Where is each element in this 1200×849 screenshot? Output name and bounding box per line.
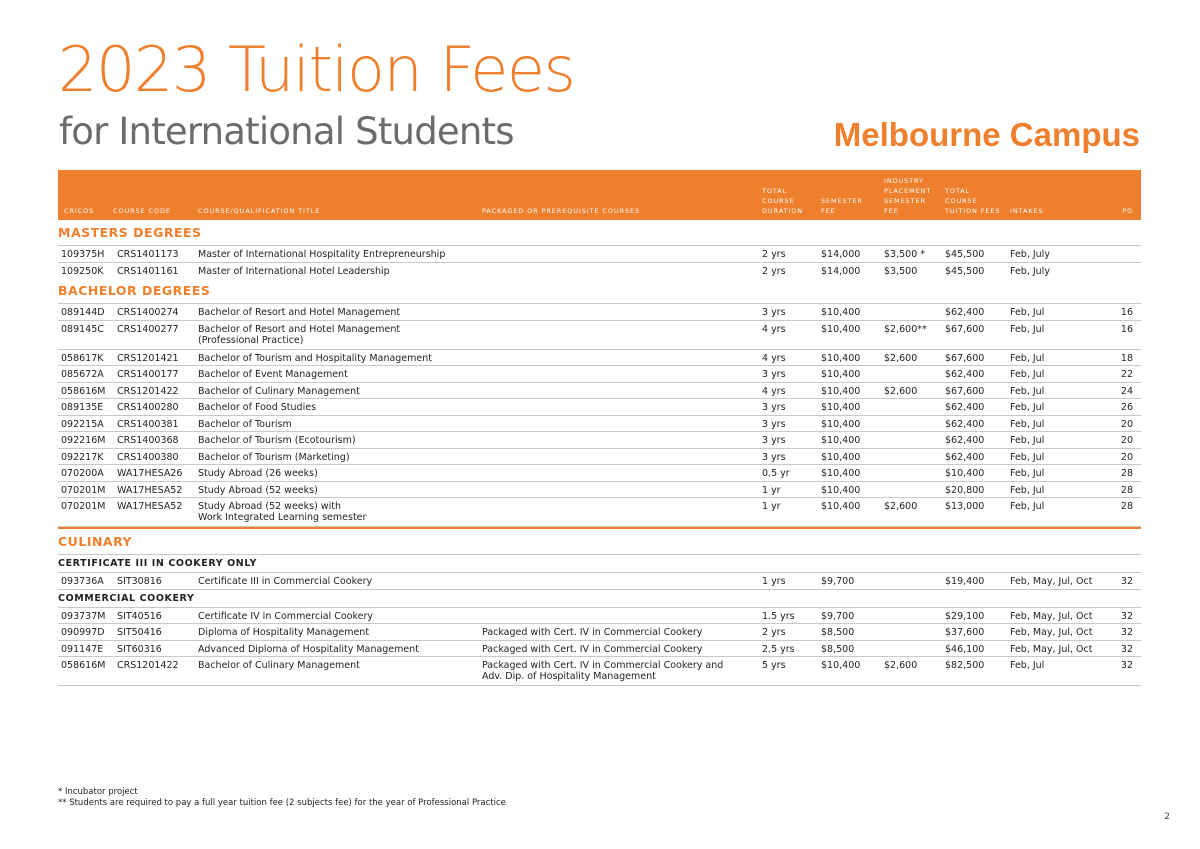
- cell-packaged: Packaged with Cert. IV in Commercial Cookery and Adv. Dip. of Hospitality Management: [482, 660, 724, 682]
- cell-course-code: CRS1201421: [117, 352, 179, 364]
- cell-course-code: SIT40516: [117, 610, 162, 622]
- cell-semester-fee: $8,500: [821, 627, 855, 638]
- cell-course-title: Bachelor of Culinary Management: [198, 660, 360, 671]
- section-heading: MASTERS DEGREES: [58, 225, 202, 240]
- cell-total-fees: $10,400: [945, 468, 985, 479]
- cell-semester-fee: $10,400: [821, 385, 861, 397]
- cell-pg: 16: [1120, 323, 1133, 335]
- cell-course-code: CRS1400368: [117, 435, 179, 446]
- cell-course-title: Study Abroad (26 weeks): [198, 468, 318, 479]
- cell-course-title: Certificate IV in Commercial Cookery: [198, 610, 373, 622]
- cell-duration: 3 yrs: [762, 369, 786, 380]
- fees-table: [58, 220, 1141, 686]
- cell-duration: 1 yrs: [762, 576, 786, 587]
- cell-course-code: SIT30816: [117, 576, 162, 587]
- cell-duration: 4 yrs: [762, 323, 786, 335]
- cell-duration: 3 yrs: [762, 451, 786, 463]
- cell-total-fees: $67,600: [945, 352, 985, 364]
- cell-cricos: 093737M: [61, 610, 106, 622]
- cell-intakes: Feb, Jul: [1010, 484, 1045, 496]
- cell-course-title: Bachelor of Culinary Management: [198, 385, 360, 397]
- cell-cricos: 085672A: [61, 369, 104, 380]
- cell-intakes: Feb, Jul: [1010, 369, 1045, 380]
- cell-intakes: Feb, May, Jul, Oct: [1010, 576, 1093, 587]
- cell-duration: 4 yrs: [762, 352, 786, 364]
- subsection-heading: COMMERCIAL COOKERY: [58, 589, 1141, 607]
- cell-packaged: Packaged with Cert. IV in Commercial Cookery: [482, 643, 703, 655]
- table-row: [58, 245, 1141, 262]
- cell-course-code: CRS1400277: [117, 323, 179, 335]
- cell-packaged: Packaged with Cert. IV in Commercial Cookery: [482, 627, 703, 638]
- cell-cricos: 058617K: [61, 352, 104, 364]
- cell-semester-fee: $9,700: [821, 610, 855, 622]
- cell-industry-fee: $3,500: [884, 265, 918, 277]
- cell-total-fees: $37,600: [945, 627, 985, 638]
- cell-course-title: Bachelor of Tourism (Ecotourism): [198, 435, 356, 446]
- cell-total-fees: $20,800: [945, 484, 985, 496]
- cell-total-fees: $62,400: [945, 435, 985, 446]
- header-semester-fee: SEMESTER FEE: [821, 197, 863, 215]
- header-duration: TOTAL COURSE DURATION: [762, 187, 804, 215]
- cell-course-code: CRS1400177: [117, 369, 179, 380]
- table-row: [58, 431, 1141, 448]
- cell-course-code: CRS1201422: [117, 660, 179, 671]
- cell-total-fees: $46,100: [945, 643, 985, 655]
- cell-semester-fee: $8,500: [821, 643, 855, 655]
- cell-cricos: 091147E: [61, 643, 104, 655]
- cell-cricos: 058616M: [61, 385, 106, 397]
- cell-intakes: Feb, May, Jul, Oct: [1010, 627, 1093, 638]
- cell-semester-fee: $10,400: [821, 484, 861, 496]
- cell-cricos: 070200A: [61, 468, 104, 479]
- table-row: [58, 365, 1141, 382]
- cell-semester-fee: $10,400: [821, 418, 861, 430]
- cell-course-title: Certificate III in Commercial Cookery: [198, 576, 373, 587]
- cell-pg: 20: [1120, 418, 1133, 430]
- cell-course-title: Master of International Hospitality Entrepreneurship: [198, 249, 446, 260]
- cell-total-fees: $29,100: [945, 610, 985, 622]
- subsection-heading: CERTIFICATE III IN COOKERY ONLY: [58, 554, 1141, 572]
- table-row: [58, 607, 1141, 624]
- cell-course-code: SIT60316: [117, 643, 162, 655]
- header-packaged: PACKAGED OR PREREQUISITE COURSES: [482, 207, 640, 215]
- cell-duration: 1 yr: [762, 501, 781, 512]
- cell-course-title: Bachelor of Tourism and Hospitality Management: [198, 352, 433, 364]
- cell-course-title: Bachelor of Resort and Hotel Management (Professional Practice): [198, 323, 401, 346]
- cell-total-fees: $45,500: [945, 249, 985, 260]
- section-heading: CULINARY: [58, 527, 1141, 554]
- cell-semester-fee: $10,400: [821, 660, 861, 671]
- cell-industry-fee: $2,600: [884, 385, 918, 397]
- cell-semester-fee: $10,400: [821, 435, 861, 446]
- cell-cricos: 070201M: [61, 501, 106, 512]
- cell-total-fees: $62,400: [945, 451, 985, 463]
- cell-total-fees: $67,600: [945, 385, 985, 397]
- cell-semester-fee: $14,000: [821, 265, 861, 277]
- cell-intakes: Feb, Jul: [1010, 385, 1045, 397]
- cell-cricos: 093736A: [61, 576, 104, 587]
- header-pg: PG: [1122, 207, 1133, 215]
- header-intakes: INTAKES: [1010, 207, 1044, 215]
- table-header: [58, 170, 1141, 220]
- cell-course-code: WA17HESA26: [117, 468, 183, 479]
- cell-semester-fee: $10,400: [821, 451, 861, 463]
- cell-duration: 2 yrs: [762, 627, 786, 638]
- page-number: 2: [1164, 812, 1170, 822]
- header-cricos: CRICOS: [64, 207, 95, 215]
- cell-course-code: CRS1201422: [117, 385, 179, 397]
- cell-semester-fee: $10,400: [821, 369, 861, 380]
- header-industry-fee: INDUSTRY PLACEMENT SEMESTER FEE: [884, 177, 932, 215]
- cell-cricos: 058616M: [61, 660, 106, 671]
- cell-course-title: Bachelor of Resort and Hotel Management: [198, 307, 401, 318]
- cell-course-title: Diploma of Hospitality Management: [198, 627, 370, 638]
- cell-cricos: 070201M: [61, 484, 106, 496]
- cell-duration: 5 yrs: [762, 660, 786, 671]
- cell-industry-fee: $2,600: [884, 352, 918, 364]
- cell-pg: 24: [1120, 385, 1133, 397]
- table-row: [58, 497, 1141, 527]
- cell-industry-fee: $2,600**: [884, 323, 927, 335]
- cell-pg: 32: [1120, 627, 1133, 638]
- cell-course-code: CRS1400274: [117, 307, 179, 318]
- cell-course-code: WA17HESA52: [117, 484, 183, 496]
- cell-pg: 28: [1120, 468, 1133, 479]
- cell-course-code: CRS1400380: [117, 451, 179, 463]
- cell-cricos: 092216M: [61, 435, 106, 446]
- cell-course-title: Study Abroad (52 weeks): [198, 484, 318, 496]
- header-course-title: COURSE/QUALIFICATION TITLE: [198, 207, 321, 215]
- cell-cricos: 109375H: [61, 249, 105, 260]
- cell-duration: 1.5 yrs: [762, 610, 795, 622]
- cell-intakes: Feb, Jul: [1010, 307, 1045, 318]
- cell-duration: 3 yrs: [762, 435, 786, 446]
- cell-intakes: Feb, July: [1010, 249, 1050, 260]
- campus-name: Melbourne Campus: [833, 116, 1140, 153]
- cell-total-fees: $13,000: [945, 501, 985, 512]
- cell-course-code: SIT50416: [117, 627, 162, 638]
- cell-course-title: Bachelor of Tourism: [198, 418, 292, 430]
- cell-intakes: Feb, May, Jul, Oct: [1010, 610, 1093, 622]
- cell-course-title: Bachelor of Tourism (Marketing): [198, 451, 350, 463]
- cell-industry-fee: $2,600: [884, 660, 918, 671]
- cell-course-code: WA17HESA52: [117, 501, 183, 512]
- table-row: [58, 572, 1141, 589]
- cell-intakes: Feb, Jul: [1010, 468, 1045, 479]
- table-row: [58, 320, 1141, 349]
- cell-course-title: Study Abroad (52 weeks) with Work Integrated Learning semester: [198, 501, 367, 523]
- cell-intakes: Feb, Jul: [1010, 501, 1045, 512]
- cell-pg: 28: [1120, 484, 1133, 496]
- cell-duration: 3 yrs: [762, 402, 786, 413]
- cell-semester-fee: $10,400: [821, 468, 861, 479]
- cell-semester-fee: $9,700: [821, 576, 855, 587]
- cell-duration: 2 yrs: [762, 249, 786, 260]
- cell-cricos: 089144D: [61, 307, 105, 318]
- header-total-fees: TOTAL COURSE TUITION FEES: [945, 187, 1001, 215]
- cell-pg: 16: [1120, 307, 1133, 318]
- cell-pg: 32: [1120, 610, 1133, 622]
- cell-intakes: Feb, Jul: [1010, 352, 1045, 364]
- footnote-professional-practice: ** Students are required to pay a full year tuition fee (2 subjects fee) for the year of Professional Practice: [58, 798, 506, 808]
- cell-pg: 20: [1120, 435, 1133, 446]
- cell-cricos: 109250K: [61, 265, 104, 277]
- cell-semester-fee: $10,400: [821, 352, 861, 364]
- cell-semester-fee: $14,000: [821, 249, 861, 260]
- cell-duration: 3 yrs: [762, 307, 786, 318]
- cell-intakes: Feb, Jul: [1010, 418, 1045, 430]
- cell-industry-fee: $3,500 *: [884, 249, 926, 260]
- table-row: [58, 481, 1141, 498]
- table-row: [58, 349, 1141, 366]
- cell-industry-fee: $2,600: [884, 501, 918, 512]
- cell-pg: 32: [1120, 660, 1133, 671]
- cell-cricos: 089135E: [61, 402, 104, 413]
- cell-pg: 18: [1120, 352, 1133, 364]
- cell-intakes: Feb, May, Jul, Oct: [1010, 643, 1093, 655]
- table-row: [58, 382, 1141, 399]
- cell-pg: 26: [1120, 402, 1133, 413]
- cell-course-title: Advanced Diploma of Hospitality Management: [198, 643, 420, 655]
- cell-cricos: 092217K: [61, 451, 104, 463]
- cell-pg: 32: [1120, 643, 1133, 655]
- cell-cricos: 089145C: [61, 323, 104, 335]
- cell-semester-fee: $10,400: [821, 307, 861, 318]
- cell-duration: 4 yrs: [762, 385, 786, 397]
- table-row: [58, 262, 1141, 279]
- cell-semester-fee: $10,400: [821, 402, 861, 413]
- cell-intakes: Feb, Jul: [1010, 435, 1045, 446]
- table-row: [58, 303, 1141, 320]
- table-row: [58, 398, 1141, 415]
- cell-semester-fee: $10,400: [821, 501, 861, 512]
- cell-total-fees: $62,400: [945, 418, 985, 430]
- section-heading: BACHELOR DEGREES: [58, 283, 211, 298]
- cell-course-code: CRS1400381: [117, 418, 179, 430]
- cell-course-code: CRS1400280: [117, 402, 179, 413]
- cell-intakes: Feb, Jul: [1010, 451, 1045, 463]
- cell-pg: 20: [1120, 451, 1133, 463]
- cell-semester-fee: $10,400: [821, 323, 861, 335]
- cell-course-code: CRS1401161: [117, 265, 179, 277]
- table-row: [58, 415, 1141, 432]
- cell-pg: 32: [1120, 576, 1133, 587]
- cell-cricos: 092215A: [61, 418, 104, 430]
- cell-total-fees: $82,500: [945, 660, 985, 671]
- cell-intakes: Feb, July: [1010, 265, 1050, 277]
- table-row: [58, 448, 1141, 465]
- table-row: [58, 656, 1141, 686]
- cell-total-fees: $62,400: [945, 307, 985, 318]
- table-row: [58, 640, 1141, 657]
- cell-duration: 3 yrs: [762, 418, 786, 430]
- cell-duration: 0.5 yr: [762, 468, 790, 479]
- footnotes: [58, 787, 506, 809]
- cell-total-fees: $45,500: [945, 265, 985, 277]
- cell-course-code: CRS1401173: [117, 249, 179, 260]
- header-course-code: COURSE CODE: [113, 207, 171, 215]
- cell-intakes: Feb, Jul: [1010, 323, 1045, 335]
- cell-pg: 28: [1120, 501, 1133, 512]
- cell-intakes: Feb, Jul: [1010, 660, 1045, 671]
- cell-duration: 1 yr: [762, 484, 781, 496]
- table-row: [58, 464, 1141, 481]
- cell-course-title: Bachelor of Food Studies: [198, 402, 317, 413]
- cell-duration: 2.5 yrs: [762, 643, 795, 655]
- cell-pg: 22: [1120, 369, 1133, 380]
- page-title: 2023 Tuition Fees: [58, 33, 575, 106]
- cell-total-fees: $62,400: [945, 369, 985, 380]
- cell-total-fees: $62,400: [945, 402, 985, 413]
- cell-duration: 2 yrs: [762, 265, 786, 277]
- cell-course-title: Bachelor of Event Management: [198, 369, 348, 380]
- cell-intakes: Feb, Jul: [1010, 402, 1045, 413]
- footnote-incubator: * Incubator project: [58, 787, 138, 797]
- page-subtitle: for International Students: [59, 110, 514, 153]
- cell-cricos: 090997D: [61, 627, 105, 638]
- cell-course-title: Master of International Hotel Leadership: [198, 265, 390, 277]
- cell-total-fees: $19,400: [945, 576, 985, 587]
- table-row: [58, 623, 1141, 640]
- cell-total-fees: $67,600: [945, 323, 985, 335]
